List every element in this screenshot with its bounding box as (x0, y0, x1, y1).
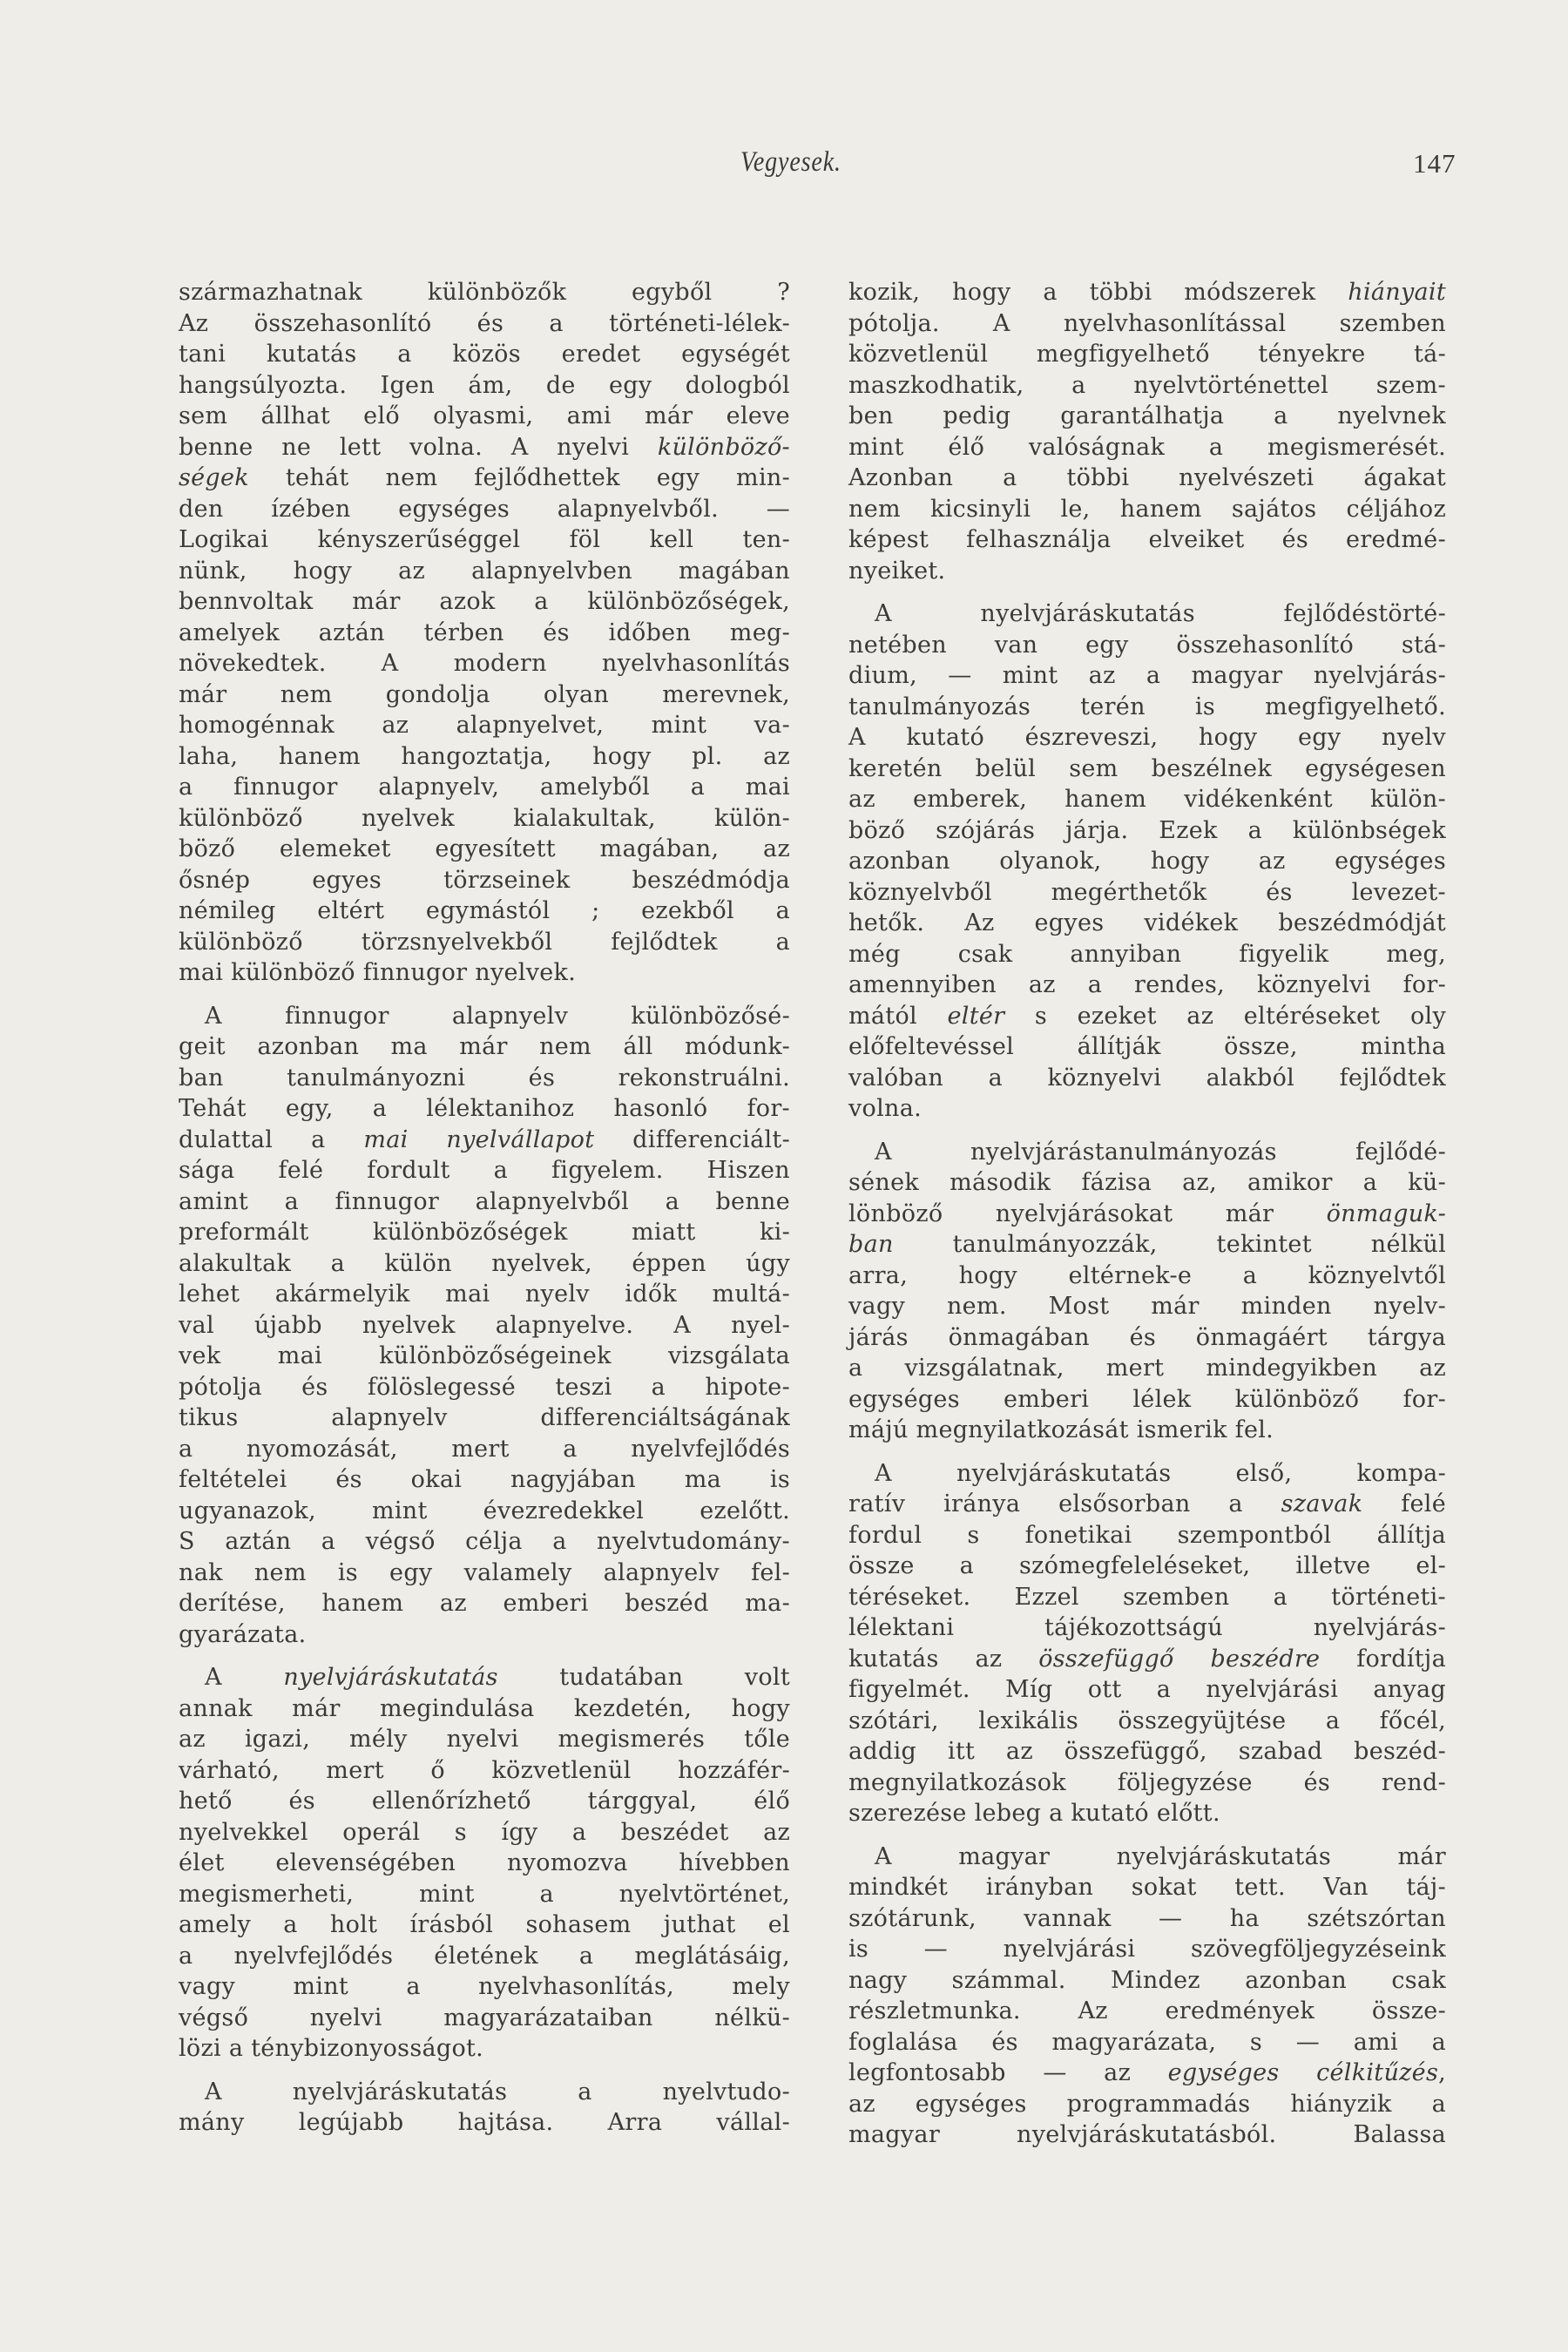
text-line (179, 1155, 790, 1186)
text-line (848, 1063, 1446, 1094)
italic-emphasis: különböző- (657, 433, 790, 461)
text-line (179, 1879, 790, 1910)
text-run: amelyek aztán térben és időben meg- (179, 618, 790, 646)
section-title: Vegyesek. (740, 146, 841, 178)
text-line (179, 1588, 790, 1619)
page-number: 147 (1413, 148, 1456, 179)
paragraph (179, 2077, 790, 2139)
text-run: S aztán a végső célja a nyelvtudomány- (179, 1528, 790, 1555)
text-run: homogénnak az alapnyelvet, mint va- (179, 712, 790, 739)
text-line (179, 772, 790, 803)
text-run: A kutató észreveszi, hogy egy nyelv (848, 724, 1446, 751)
text-line (179, 1724, 790, 1755)
text-line (848, 1965, 1446, 1997)
text-line (179, 1001, 790, 1032)
text-run: ugyanazok, mint évezredekkel ezelőtt. (179, 1497, 790, 1524)
text-line (848, 1674, 1446, 1706)
text-run: fordítja (1320, 1645, 1446, 1673)
text-line (179, 1093, 790, 1125)
text-run: den ízében egységes alapnyelvből. — (179, 495, 790, 523)
text-line (179, 308, 790, 340)
text-run: dulattal a (179, 1125, 364, 1153)
text-run: a vizsgálatnak, mert mindegyikben az (848, 1355, 1446, 1382)
text-line (848, 556, 1446, 587)
text-run: differenciált- (594, 1125, 790, 1153)
text-line (179, 1526, 790, 1558)
text-line (179, 1341, 790, 1372)
text-run: lönböző nyelvjárásokat már (848, 1200, 1327, 1227)
text-run: megnyilatkozások följegyzése és rend- (848, 1768, 1446, 1796)
text-line (179, 277, 790, 308)
text-line (179, 1941, 790, 1972)
text-run: kutatás az (848, 1645, 1039, 1673)
text-line (848, 939, 1446, 970)
text-run: pótolja. A nyelvhasonlítással szemben (848, 309, 1446, 337)
text-line (179, 1848, 790, 1879)
text-run: tanulmányozzák, tekintet nélkül (893, 1231, 1446, 1258)
text-run: hetők. Az egyes vidékek beszédmódját (848, 909, 1446, 936)
text-line (848, 908, 1446, 939)
text-run: alakultak a külön nyelvek, éppen úgy (179, 1249, 790, 1277)
text-line (848, 1996, 1446, 2027)
text-line (179, 1125, 790, 1156)
text-run: addig itt az összefüggő, szabad beszéd- (848, 1738, 1446, 1765)
text-run: közvetlenül megfigyelhető tényekre tá- (848, 341, 1446, 368)
text-line (848, 277, 1446, 308)
text-run: A (205, 1664, 284, 1691)
text-line (179, 1217, 790, 1248)
text-line (179, 957, 790, 989)
text-line (179, 834, 790, 865)
text-run: figyelmét. Míg ott a nyelvjárási anyag (848, 1676, 1446, 1703)
text-line (179, 1662, 790, 1693)
paragraph (179, 277, 790, 989)
text-run: gyarázata. (179, 1620, 307, 1648)
text-line (848, 401, 1446, 432)
text-line (848, 1612, 1446, 1644)
text-run: böző szójárás járja. Ezek a különbségek (848, 816, 1446, 844)
text-run: dium, — mint az a magyar nyelvjárás- (848, 662, 1446, 689)
paragraph (848, 1137, 1446, 1446)
text-line (179, 618, 790, 649)
text-column-left (179, 277, 790, 2139)
text-run: Az összehasonlító és a történeti-lélek- (179, 309, 790, 337)
text-run: A nyelvjáráskutatás első, kompa- (875, 1459, 1446, 1487)
text-run: fordul s fonetikai szempontból állítja (848, 1521, 1446, 1549)
text-line (848, 1934, 1446, 1965)
text-line (848, 463, 1446, 494)
text-line (848, 1415, 1446, 1446)
text-line (848, 1001, 1446, 1032)
text-run: az egységes programmadás hiányzik a (848, 2090, 1446, 2118)
text-run: tanulmányozás terén is megfigyelhető. (848, 693, 1446, 720)
text-run: a nyomozását, mert a nyelvfejlődés (179, 1435, 790, 1463)
text-line (179, 1310, 790, 1342)
italic-emphasis: egységes célkitűzés (1167, 2059, 1439, 2086)
text-line (848, 1842, 1446, 1873)
text-line (179, 1786, 790, 1817)
text-run: ratív iránya elsősorban a (848, 1490, 1281, 1517)
text-run: hető és ellenőrízhető tárggyal, élő (179, 1788, 790, 1815)
text-run: mány legújabb hajtása. Arra vállal- (179, 2109, 790, 2136)
text-line (179, 494, 790, 525)
text-run: arra, hogy eltérnek-e a köznyelvtől (848, 1261, 1446, 1289)
text-run: legfontosabb — az (848, 2059, 1168, 2086)
text-line (848, 1520, 1446, 1551)
text-run: Logikai kényszerűséggel föl kell ten- (179, 526, 790, 553)
text-run: szótári, lexikális összegyüjtése a főcél, (848, 1707, 1446, 1734)
paragraph (848, 1458, 1446, 1829)
text-line (848, 815, 1446, 847)
text-line (848, 432, 1446, 463)
italic-emphasis: eltér (947, 1002, 1005, 1030)
text-run: mindkét irányban sokat tett. Van táj- (848, 1874, 1446, 1901)
text-line (179, 401, 790, 432)
italic-emphasis: nyelvjáráskutatás (283, 1664, 498, 1691)
text-run: mint élő valóságnak a megismerését. (848, 433, 1446, 461)
text-line (848, 339, 1446, 370)
text-line (848, 1767, 1446, 1799)
text-line (179, 2003, 790, 2034)
text-run: tikus alapnyelv differenciáltságának (179, 1404, 790, 1431)
text-line (848, 1353, 1446, 1384)
text-line (179, 1817, 790, 1848)
text-line (848, 1644, 1446, 1675)
text-run: egységes emberi lélek különböző for- (848, 1385, 1446, 1413)
text-run: feltételei és okai nagyjában ma is (179, 1466, 790, 1493)
text-line (179, 679, 790, 711)
paragraph (848, 1842, 1446, 2151)
text-run: annak már megindulása kezdetén, hogy (179, 1694, 790, 1722)
text-line (848, 308, 1446, 340)
text-line (848, 1229, 1446, 1260)
text-run: A magyar nyelvjáráskutatás már (875, 1842, 1446, 1870)
text-run: különböző törzsnyelvekből fejlődtek a (179, 928, 790, 956)
text-line (848, 2119, 1446, 2151)
text-run: lélektani tájékozottságú nyelvjárás- (848, 1614, 1446, 1641)
text-run: lehet akármelyik mai nyelv idők multá- (179, 1281, 790, 1308)
text-line (179, 1909, 790, 1941)
text-line (848, 692, 1446, 723)
text-run: is — nyelvjárási szövegföljegyzéseink (848, 1936, 1446, 1963)
text-line (848, 1031, 1446, 1063)
text-line (848, 1137, 1446, 1168)
text-run: vagy nem. Most már minden nyelv- (848, 1293, 1446, 1320)
text-line (179, 2107, 790, 2139)
text-line (179, 1279, 790, 1310)
italic-emphasis: hiányait (1348, 279, 1446, 306)
text-line (848, 1384, 1446, 1416)
text-line (179, 741, 790, 773)
text-run: nyeiket. (848, 557, 946, 585)
text-run: az emberek, hanem vidékenként külön- (848, 786, 1446, 813)
paragraph (179, 1001, 790, 1651)
text-run: származhatnak különbözők egyből ? (179, 279, 790, 306)
italic-emphasis: ban (848, 1231, 894, 1258)
text-run: lözi a ténybizonyosságot. (179, 2035, 484, 2062)
text-run: netében van egy összehasonlító stá- (848, 631, 1446, 659)
text-line (848, 1551, 1446, 1582)
paragraph (179, 1662, 790, 2065)
text-run: a finnugor alapnyelv, amelyből a mai (179, 774, 790, 801)
text-run: különböző nyelvek kialakultak, külön- (179, 804, 790, 832)
text-run: már nem gondolja olyan merevnek, (179, 680, 790, 708)
text-run: amint a finnugor alapnyelvből a benne (179, 1187, 790, 1215)
text-run: ban tanulmányozni és rekonstruálni. (179, 1064, 790, 1092)
running-header (0, 146, 1568, 190)
text-run: preformált különbözőségek miatt ki- (179, 1219, 790, 1246)
text-line (179, 432, 790, 463)
text-line (848, 754, 1446, 785)
text-run: téréseket. Ezzel szemben a történeti- (848, 1583, 1446, 1611)
text-line (848, 1872, 1446, 1903)
text-line (179, 648, 790, 679)
text-line (848, 598, 1446, 630)
text-line (179, 1496, 790, 1527)
text-run: volna. (848, 1095, 923, 1122)
text-run: kozik, hogy a többi módszerek (848, 279, 1348, 306)
text-line (848, 1458, 1446, 1490)
text-line (848, 2089, 1446, 2120)
text-line (179, 1248, 790, 1280)
text-run: valóban a köznyelvi alakból fejlődtek (848, 1064, 1446, 1092)
text-run: tehát nem fejlődhettek egy min- (248, 464, 790, 491)
text-run: derítése, hanem az emberi beszéd ma- (179, 1590, 790, 1617)
text-line (848, 2058, 1446, 2089)
text-line (848, 494, 1446, 525)
text-run: várható, mert ő közvetlenül hozzáfér- (179, 1756, 790, 1784)
text-run: májú megnyilatkozását ismerik fel. (848, 1416, 1274, 1443)
text-run: köznyelvből megérthetők és levezet- (848, 878, 1446, 906)
text-line (179, 1031, 790, 1063)
text-line (179, 1619, 790, 1651)
text-line (848, 1798, 1446, 1829)
text-line (179, 927, 790, 958)
text-column-right (848, 277, 1446, 2151)
text-line (848, 1582, 1446, 1613)
text-run: nak nem is egy valamely alapnyelv fel- (179, 1558, 790, 1586)
text-run: val újabb nyelvek alapnyelve. A nyel- (179, 1311, 790, 1339)
text-line (179, 2077, 790, 2108)
text-run: járás önmagában és önmagáért tárgya (848, 1323, 1446, 1351)
text-line (179, 556, 790, 587)
text-line (848, 1736, 1446, 1767)
text-run: Tehát egy, a lélektanihoz hasonló for- (179, 1095, 790, 1122)
text-run: hangsúlyozta. Igen ám, de egy dologból (179, 371, 790, 399)
text-run: A finnugor alapnyelv különbözősé- (205, 1002, 790, 1030)
text-line (848, 2027, 1446, 2058)
text-line (179, 865, 790, 896)
text-run: össze a szómegfeleléseket, illetve el- (848, 1552, 1446, 1579)
text-line (179, 463, 790, 494)
text-line (848, 846, 1446, 877)
italic-emphasis: önmaguk- (1326, 1200, 1446, 1227)
text-run: sem állhat elő olyasmi, ami már eleve (179, 402, 790, 429)
text-line (179, 1063, 790, 1094)
text-run: sága felé fordult a figyelem. Hiszen (179, 1157, 790, 1184)
text-run: Azonban a többi nyelvészeti ágakat (848, 464, 1446, 491)
text-run: laha, hanem hangoztatja, hogy pl. az (179, 742, 790, 770)
text-line (179, 524, 790, 556)
text-run: ősnép egyes törzseinek beszédmódja (179, 866, 790, 894)
text-run: növekedtek. A modern nyelvhasonlítás (179, 650, 790, 677)
text-run: a nyelvfejlődés életének a meglátásáig, (179, 1942, 790, 1970)
text-line (179, 1464, 790, 1496)
text-run: élet elevenségében nyomozva hívebben (179, 1849, 790, 1876)
text-run: részletmunka. Az eredmények össze- (848, 1997, 1446, 2024)
text-line (848, 1291, 1446, 1322)
italic-emphasis: szavak (1281, 1490, 1363, 1517)
text-line (848, 1260, 1446, 1292)
text-line (179, 1186, 790, 1218)
text-run: nünk, hogy az alapnyelvben magában (179, 557, 790, 585)
text-run: mától (848, 1002, 948, 1030)
text-line (848, 1093, 1446, 1125)
text-run: nagy számmal. Mindez azonban csak (848, 1966, 1446, 1994)
text-line (179, 1434, 790, 1465)
text-line (848, 1706, 1446, 1737)
text-line (179, 1372, 790, 1403)
text-line (848, 784, 1446, 815)
text-line (848, 1489, 1446, 1520)
text-run: magyar nyelvjáráskutatásból. Balassa (848, 2121, 1446, 2148)
text-run: szótárunk, vannak — ha szétszórtan (848, 1904, 1446, 1932)
text-run: tudatában volt (497, 1664, 791, 1691)
text-run: amely a holt írásból sohasem juthat el (179, 1911, 790, 1938)
text-run: A nyelvjáráskutatás fejlődéstörté- (875, 600, 1446, 627)
text-line (848, 1199, 1446, 1230)
text-run: felé (1362, 1490, 1446, 1517)
text-line (179, 1755, 790, 1787)
text-run: még csak annyiban figyelik meg, (848, 940, 1446, 968)
text-run: előfeltevéssel állítják össze, mintha (848, 1033, 1446, 1060)
italic-emphasis: összefüggő beszédre (1038, 1645, 1321, 1673)
text-line (848, 370, 1446, 402)
text-line (179, 803, 790, 835)
text-line (848, 1322, 1446, 1354)
text-line (848, 722, 1446, 754)
paragraph (848, 277, 1446, 586)
text-run: szerezése lebeg a kutató előtt. (848, 1800, 1220, 1827)
text-run: geit azonban ma már nem áll módunk- (179, 1033, 790, 1060)
text-run: böző elemeket egyesített magában, az (179, 835, 790, 862)
text-run: keretén belül sem beszélnek egységesen (848, 754, 1446, 782)
text-line (179, 710, 790, 741)
text-line (179, 896, 790, 927)
text-run: képest felhasználja elveiket és eredmé- (848, 526, 1446, 553)
text-run: A nyelvjáráskutatás a nyelvtudo- (205, 2078, 790, 2105)
text-run: foglalása és magyarázata, s — ami a (848, 2028, 1446, 2056)
text-run: amennyiben az a rendes, köznyelvi for- (848, 971, 1446, 998)
text-line (179, 370, 790, 402)
text-run: vagy mint a nyelvhasonlítás, mely (179, 1973, 790, 2000)
paragraph (848, 598, 1446, 1125)
text-line (179, 1971, 790, 2003)
text-run: pótolja és fölöslegessé teszi a hipote- (179, 1373, 790, 1401)
text-line (848, 630, 1446, 661)
text-run: A nyelvjárástanulmányozás fejlődé- (875, 1138, 1446, 1166)
text-run: maszkodhatik, a nyelvtörténettel szem- (848, 371, 1446, 399)
italic-emphasis: ségek (179, 464, 249, 491)
text-line (848, 660, 1446, 692)
text-run: megismerheti, mint a nyelvtörténet, (179, 1880, 790, 1908)
text-line (179, 1558, 790, 1589)
italic-emphasis: mai nyelvállapot (363, 1125, 595, 1153)
text-run: tani kutatás a közös eredet egységét (179, 341, 790, 368)
text-run: végső nyelvi magyarázataiban nélkü- (179, 2004, 790, 2031)
text-run: vek mai különbözőségeinek vizsgálata (179, 1342, 790, 1369)
text-line (179, 586, 790, 618)
text-line (179, 339, 790, 370)
text-line (179, 1693, 790, 1725)
text-line (848, 524, 1446, 556)
text-run: benne ne lett volna. A nyelvi (179, 433, 658, 461)
text-run: s ezeket az eltéréseket oly (1004, 1002, 1446, 1030)
text-run: , (1438, 2059, 1446, 2086)
text-run: ben pedig garantálhatja a nyelvnek (848, 402, 1446, 429)
text-run: mai különböző finnugor nyelvek. (179, 959, 577, 986)
text-run: azonban olyanok, hogy az egységes (848, 848, 1446, 875)
text-line (848, 1903, 1446, 1935)
text-line (848, 970, 1446, 1001)
text-line (179, 1402, 790, 1434)
text-line (848, 1167, 1446, 1199)
text-run: bennvoltak már azok a különbözőségek, (179, 588, 790, 615)
text-line (848, 877, 1446, 909)
text-run: nem kicsinyli le, hanem sajátos céljához (848, 495, 1446, 523)
text-run: némileg eltért egymástól ; ezekből a (179, 897, 790, 924)
text-run: az igazi, mély nyelvi megismerés tőle (179, 1726, 790, 1753)
text-run: nyelvekkel operál s így a beszédet az (179, 1818, 790, 1846)
text-line (179, 2033, 790, 2065)
text-run: sének második fázisa az, amikor a kü- (848, 1169, 1446, 1196)
